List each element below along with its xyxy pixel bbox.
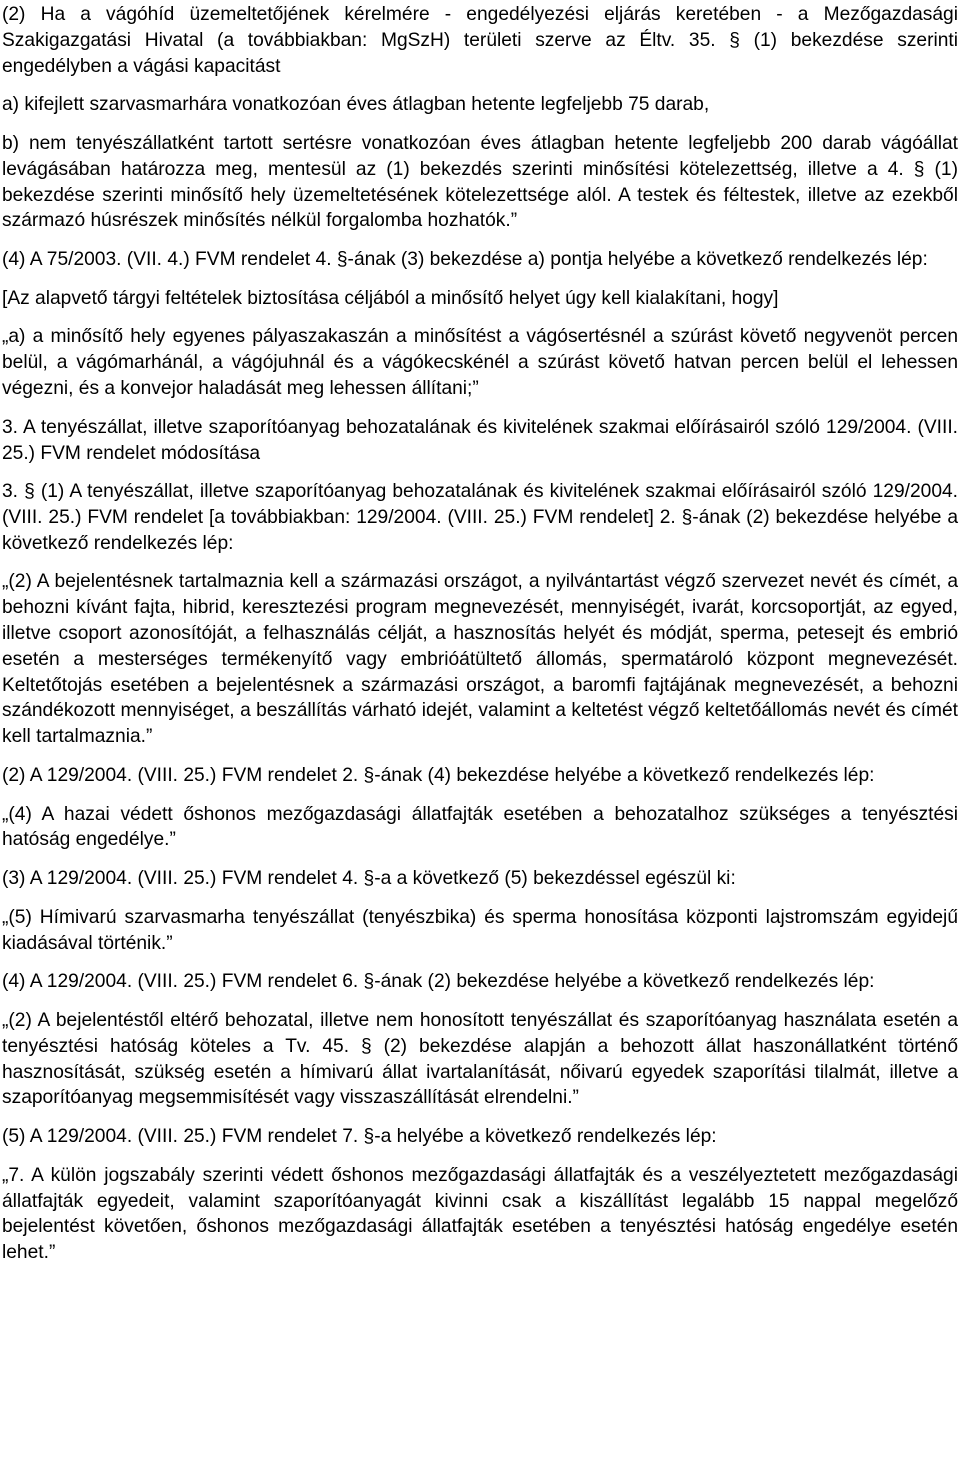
paragraph-amendment-4: (4) A 75/2003. (VII. 4.) FVM rendelet 4. §-ának (3) bekezdése a) pontja helyébe a következő rendelkezés lép: xyxy=(2,249,928,271)
paragraph-point-b-pigs: b) nem tenyészállatként tartott sertésre vonatkozóan éves átlagban hetente legfeljebb 200 darab vágóállat levágásában határozza meg, mentesül az (1) bekezdés szerinti minősítési kötelezettség, illetve a 4. § (1) bekezdése szerinti minősítő hely üzemeltetésének kötelezettsége alól. A testek és féltestek, illetve az ezekből származó húsrészek minősítés nélkül forgalomba hozhatók.” xyxy=(2,132,958,232)
paragraph-amendment-3: (3) A 129/2004. (VIII. 25.) FVM rendelet 4. §-a a következő (5) bekezdéssel egészül ki: xyxy=(2,868,736,890)
paragraph-quoted-protected-breeds: „(4) A hazai védett őshonos mezőgazdasági állatfajták esetében a behozatalhoz szükséges a tenyésztési hatóság engedélye.” xyxy=(2,803,958,851)
paragraph-amendment-2: (2) A 129/2004. (VIII. 25.) FVM rendelet 2. §-ának (4) bekezdése helyébe a következő rendelkezés lép: xyxy=(2,764,875,786)
paragraph-slaughterhouse-capacity: (2) Ha a vágóhíd üzemeltetőjének kérelmére - engedélyezési eljárás keretében - a Mezőgazdasági Szakigazgatási Hivatal (a továbbiakban: MgSzH) területi szerve az Éltv. 35. § (1) bekezdése szerinti engedélyben a vágási kapacitást xyxy=(2,4,958,77)
paragraph-amendment-4b: (4) A 129/2004. (VIII. 25.) FVM rendelet 6. §-ának (2) bekezdése helyébe a következő rendelkezés lép: xyxy=(2,971,875,993)
paragraph-quoted-point-a: „a) a minősítő hely egyenes pályaszakaszán a minősítést a vágósertésnél a szúrást követő negyvenöt percen belül, a vágómarhánál, a vágójuhnál és a vágókecskénél a szúrást követő hatvan percen belül el lehessen végezni, és a konvejor haladását meg lehessen állítani;” xyxy=(2,326,958,400)
paragraph-quoted-notification: „(2) A bejelentésnek tartalmaznia kell a származási országot, a nyilvántartást végző szervezet nevét és címét, a behozni kívánt fajta, hibrid, keresztezési program megnevezését, mennyiségét, ivarát, korcsoportját, az egyed, illetve csoport azonosítóját, a felhasználás célját, a hasznosítás helyét és módját, sperma, petesejt és embrió esetén a mesterséges termékenyítő vagy embrióátültető állomás, spermatároló központ megnevezését. Keltetőtojás esetében a bejelentésnek a származási országot, a baromfi fajtájának megnevezését, a behozni szándékozott mennyiséget, a beszállítás várható idejét, valamint a keltetést végző keltetőállomás nevét és címét kell tartalmaznia.” xyxy=(2,571,958,748)
paragraph-bracketed-intro: [Az alapvető tárgyi feltételek biztosítása céljából a minősítő helyet úgy kell kialakítani, hogy] xyxy=(2,287,779,309)
paragraph-quoted-bull-registration: „(5) Hímivarú szarvasmarha tenyészállat (tenyészbika) és sperma honosítása központi lajstromszám egyidejű kiadásával történik.” xyxy=(2,906,958,954)
paragraph-quoted-deviating-import: „(2) A bejelentéstől eltérő behozatal, illetve nem honosított tenyészállat és szaporítóanyag használata esetén a tenyésztési hatóság köteles a Tv. 45. § (2) bekezdése alapján a behozott állat haszonállatként történő hasznosítását, szükség esetén a hímivarú állat ivartalanítását, nőivarú egyedek szaporítási tilalmát, illetve a szaporítóanyag megsemmisítését vagy visszaszállítását elrendelni.” xyxy=(2,1009,958,1109)
paragraph-quoted-export-rule: „7. A külön jogszabály szerinti védett őshonos mezőgazdasági állatfajták és a veszélyeztetett mezőgazdasági állatfajták egyedeit, valamint szaporítóanyagát kivinni csak a kiszállítást legalább 15 nappal megelőző bejelentést követően, őshonos mezőgazdasági állatfajták esetében a tenyésztési hatóság engedélye esetén lehet.” xyxy=(2,1164,958,1264)
paragraph-section-3-1: 3. § (1) A tenyészállat, illetve szaporítóanyag behozatalának és kivitelének szakmai előírásairól szóló 129/2004. (VIII. 25.) FVM rendelet [a továbbiakban: 129/2004. (VIII. 25.) FVM rendelet] 2. §-ának (2) bekezdése helyébe a következő rendelkezés lép: xyxy=(2,481,958,554)
paragraph-point-a-cattle: a) kifejlett szarvasmarhára vonatkozóan éves átlagban hetente legfeljebb 75 darab, xyxy=(2,94,710,116)
section-heading-3: 3. A tenyészállat, illetve szaporítóanyag behozatalának és kivitelének szakmai előírásairól szóló 129/2004. (VIII. 25.) FVM rendelet módosítása xyxy=(2,416,958,464)
paragraph-amendment-5: (5) A 129/2004. (VIII. 25.) FVM rendelet 7. §-a helyébe a következő rendelkezés lép: xyxy=(2,1126,717,1148)
